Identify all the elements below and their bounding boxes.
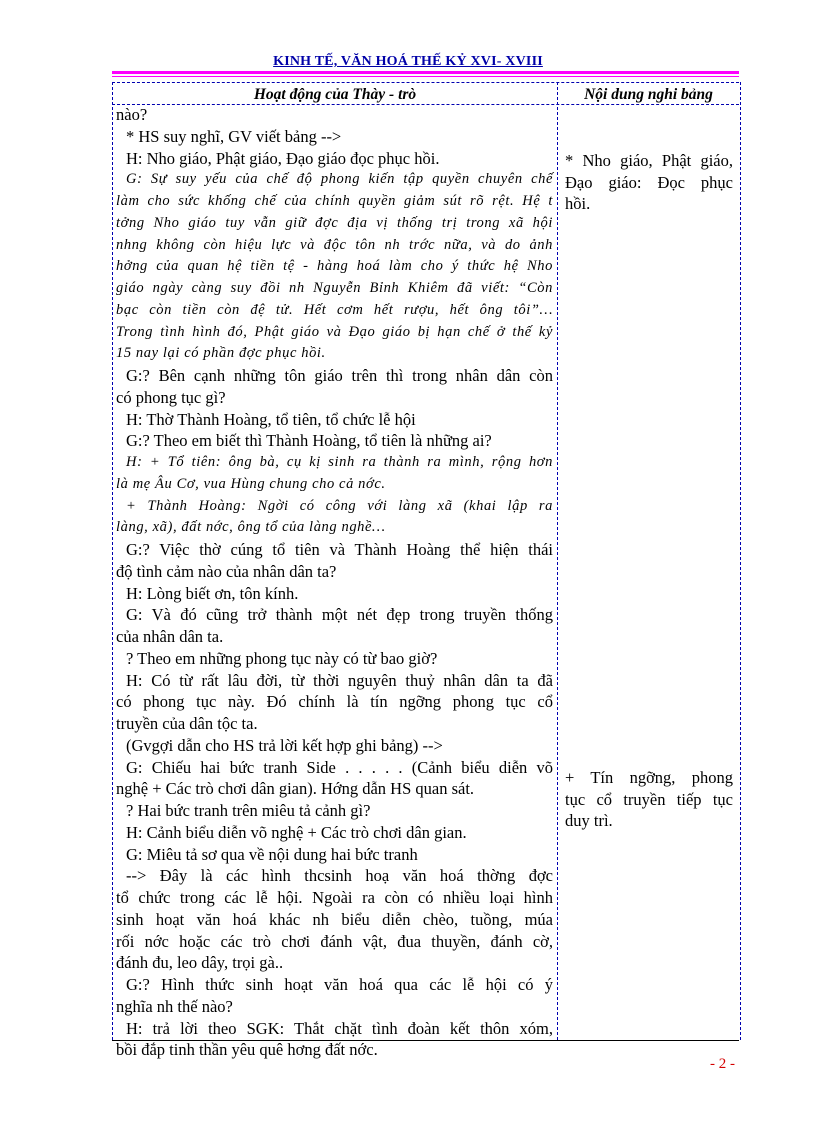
column-header-activities: Hoạt động của Thày - trò: [253, 86, 417, 103]
activity-line: + Thành Hoàng: Ngời có công với làng xã (khai lập ra: [126, 497, 553, 514]
board-note-line: * Nho giáo, Phật giáo,: [565, 151, 733, 170]
activity-line: của nhân dân ta.: [116, 627, 224, 646]
activity-line: 15 nay lại có phần đợc phục hồi.: [116, 345, 326, 362]
activities-column: [116, 104, 553, 1060]
activity-line: G: Miêu tả sơ qua về nội dung hai bức tranh: [126, 844, 418, 864]
activity-line: làng, xã), đất nớc, ông tổ của làng nghề…: [116, 519, 386, 536]
activity-line: có phong tục gì?: [116, 387, 226, 407]
activity-line: ? Hai bức tranh trên miêu tả cảnh gì?: [126, 801, 371, 820]
activity-line: H: + Tổ tiên: ông bà, cụ kị sinh ra thành ra mình, rộng hơn: [126, 454, 553, 470]
board-note-line: duy trì.: [565, 811, 613, 830]
activity-line: là mẹ Âu Cơ, vua Hùng chung cho cả nớc.: [116, 475, 386, 492]
activity-line: bồi đắp tinh thần yêu quê hơng đất nớc.: [116, 1040, 378, 1060]
page-number: - 2 -: [710, 1056, 735, 1072]
activity-line: độ tình cảm nào của nhân dân ta?: [116, 561, 337, 581]
activity-line: nhng không còn hiệu lực và độc tôn nh trớc nữa, và do ảnh: [116, 236, 553, 253]
activity-line: giáo ngày càng suy đồi nh Nguyễn Bỉnh Khiêm đã viết: “Còn: [116, 280, 553, 296]
activity-line: G:? Hình thức sinh hoạt văn hoá qua các lễ hội có ý: [126, 975, 553, 994]
activity-line: * HS suy nghĩ, GV viết bảng -->: [126, 126, 342, 146]
activity-line: H: Có từ rất lâu đời, từ thời nguyên thuỷ nhân dân ta đã: [126, 670, 553, 690]
board-note-line: + Tín ngỡng, phong: [565, 768, 733, 787]
activity-line: đánh đu, leo dây, trọi gà..: [116, 953, 284, 973]
activity-line: H: trả lời theo SGK: Thắt chặt tình đoàn kết thôn xóm,: [126, 1018, 553, 1038]
activity-line: G: Chiếu hai bức tranh Side . . . . . (Cảnh biểu diễn võ: [126, 757, 553, 777]
activity-line: H: Lòng biết ơn, tôn kính.: [126, 583, 299, 603]
board-note-line: tục cổ truyền tiếp tục: [565, 789, 733, 809]
board-note-line: hồi.: [565, 194, 591, 213]
activity-line: G: Và đó cũng trở thành một nét đẹp trong truyền thống: [126, 605, 553, 625]
activity-line: nghệ + Các trò chơi dân gian). Hớng dẫn HS quan sát.: [116, 779, 475, 799]
activity-line: H: Nho giáo, Phật giáo, Đạo giáo đọc phục hồi.: [126, 148, 440, 168]
activity-line: (Gvgợi dẫn cho HS trả lời kết hợp ghi bảng) -->: [126, 735, 443, 755]
activity-line: H: Cảnh biểu diễn võ nghệ + Các trò chơi dân gian.: [126, 822, 467, 842]
activity-line: có phong tục này. Đó chính là tín ngỡng phong tục cổ: [116, 692, 553, 712]
header-rule: [112, 71, 739, 74]
activity-line: bạc còn tiền còn đệ tử. Hết cơm hết rượu, hết ông tôi”…: [116, 301, 553, 318]
activity-line: sinh hoạt văn hoá khác nh biểu diễn chèo, tuồng, múa: [116, 909, 553, 929]
board-notes-block-customs: [565, 767, 733, 832]
activity-line: truyền của dân tộc ta.: [116, 714, 258, 733]
column-header-board-notes: Nội dung nghi bảng: [584, 86, 713, 103]
activity-line: ? Theo em những phong tục này có từ bao giờ?: [126, 648, 438, 668]
activity-line: Trong tình hình đó, Phật giáo và Đạo giáo bị hạn chế ở thế kỷ: [116, 323, 553, 340]
header-rule-thin: [112, 76, 739, 77]
activity-line: rối nớc hoặc các trò chơi đánh vật, đua thuyền, đánh cờ,: [116, 931, 553, 951]
table-top-border: [112, 82, 739, 83]
activity-line: hởng của quan hệ tiền tệ - hàng hoá làm cho ý thức hệ Nho: [116, 258, 553, 275]
activity-line: --> Đây là các hình thcsinh hoạ văn hoá thờng đợc: [126, 866, 553, 886]
activity-line: G:? Việc thờ cúng tổ tiên và Thành Hoàng thể hiện thái: [126, 540, 553, 559]
activity-line: tổ chức trong các lễ hội. Ngoài ra còn có nhiều loại hình: [116, 888, 553, 907]
activity-line: tởng Nho giáo tuy vẫn giữ đợc địa vị thống trị trong xã hội: [116, 214, 553, 231]
activity-line: nào?: [116, 105, 148, 124]
table-column-divider: [557, 82, 558, 1040]
activity-line: G: Sự suy yếu của chế độ phong kiến tập quyền chuyên chế: [126, 171, 553, 188]
activity-line: làm cho sức khống chế của chính quyền giảm sút rõ rệt. Hệ t: [116, 193, 553, 209]
board-note-line: Đạo giáo: Đọc phục: [565, 172, 733, 192]
activity-line: G:? Bên cạnh những tôn giáo trên thì trong nhân dân còn: [126, 366, 553, 385]
board-notes-block-religions: [565, 150, 733, 215]
activity-line: nghĩa nh thế nào?: [116, 996, 233, 1016]
activity-line: H: Thờ Thành Hoàng, tổ tiên, tổ chức lễ hội: [126, 409, 416, 429]
document-header-title: KINH TẾ, VĂN HOÁ THẾ KỶ XVI- XVIII: [273, 54, 543, 69]
activity-line: G:? Theo em biết thì Thành Hoàng, tổ tiên là những ai?: [126, 431, 492, 451]
